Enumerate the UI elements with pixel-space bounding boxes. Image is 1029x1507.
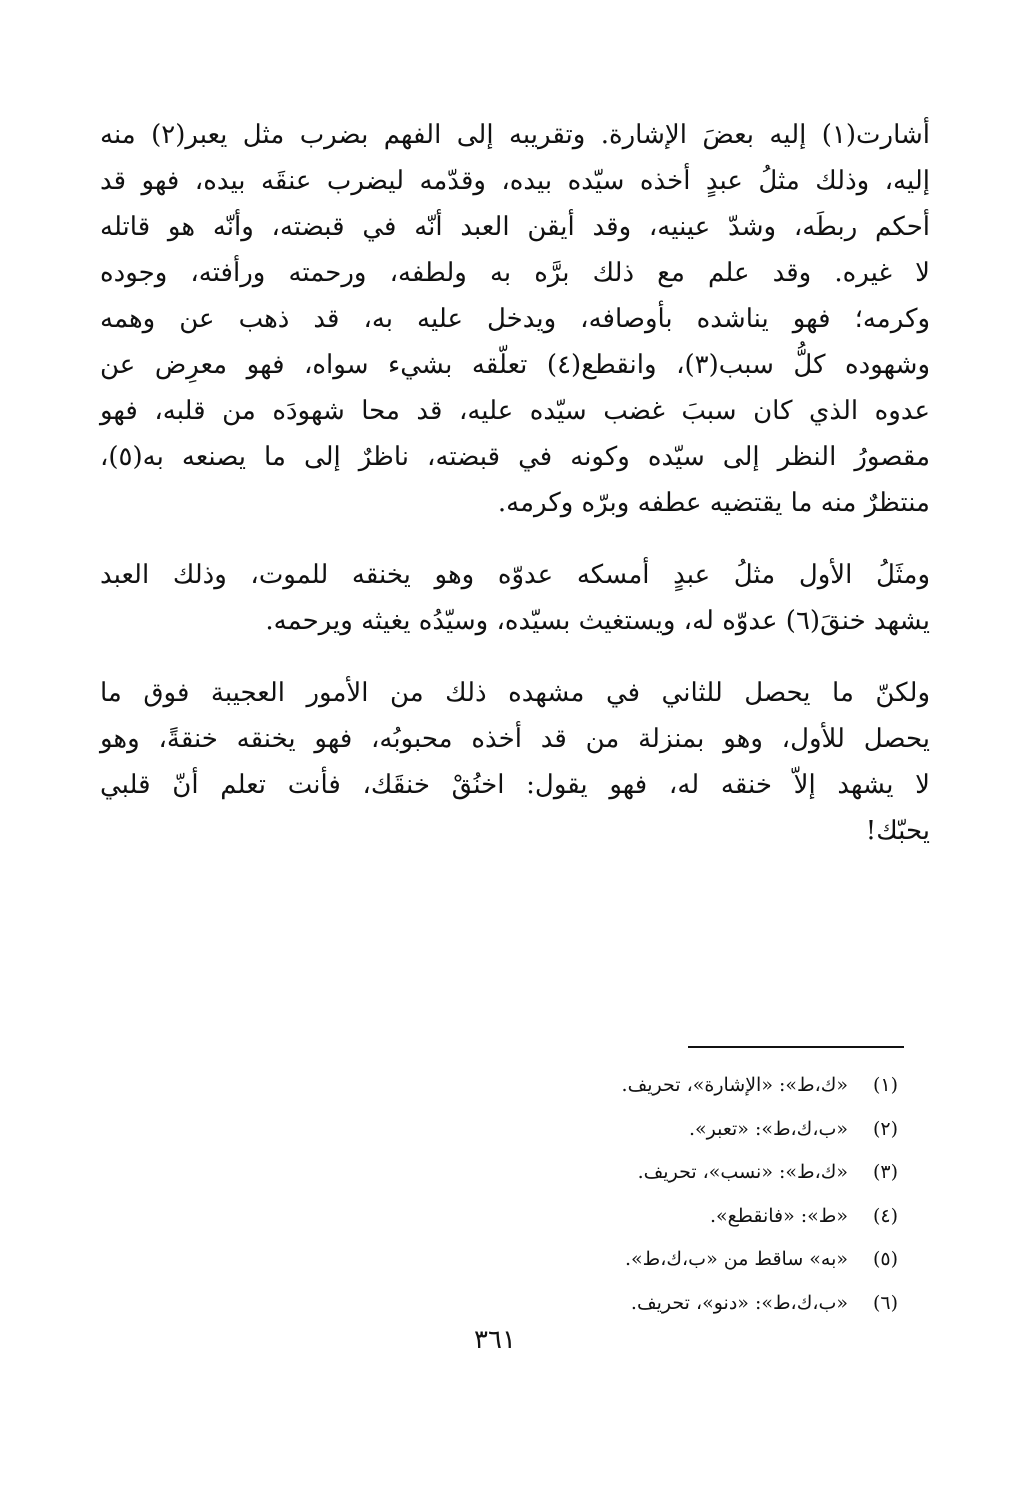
text-line: عدوه الذي كان سببَ غضب سيّده عليه، قد محا شهودَه من قلبه، فهو: [100, 396, 930, 426]
footnote-separator: [688, 1046, 904, 1048]
main-text: [100, 112, 930, 854]
footnote-text: «ط»: «فانقطع».: [709, 1204, 848, 1227]
text-line: يحصل للأول، وهو بمنزلة من قد أخذه محبوبُه، فهو يخنقه خنقةً، وهو: [100, 724, 930, 754]
footnote-number: (٦): [872, 1291, 898, 1314]
text-line: يحبّك!: [865, 816, 930, 846]
footnote-text: «ك،ط»: «الإشارة»، تحريف.: [621, 1074, 848, 1096]
text-line: منتظرٌ منه ما يقتضيه عطفه وبرّه وكرمه.: [497, 488, 930, 518]
text-line: إليه، وذلك مثلُ عبدٍ أخذه سيّده بيده، وقدّمه ليضرب عنقَه بيده، فهو قد: [100, 166, 930, 196]
footnotes: [300, 1064, 898, 1325]
footnote-number: (١): [872, 1074, 898, 1096]
footnote: [300, 1108, 898, 1152]
footnote-text: «ب،ك،ط»: «دنو»، تحريف.: [630, 1291, 848, 1314]
footnote-number: (٢): [872, 1117, 898, 1140]
footnote-text: «ب،ك،ط»: «تعبر».: [688, 1117, 848, 1140]
footnote-number: (٤): [872, 1204, 898, 1227]
footnote-number: (٣): [872, 1161, 898, 1183]
paragraph-1: [100, 112, 930, 526]
text-line: وشهوده كلُّ سبب(٣)، وانقطع(٤) تعلّقه بشيء سواه، فهو معرِض عن: [100, 350, 930, 380]
footnote-text: «ك،ط»: «نسب»، تحريف.: [637, 1161, 848, 1183]
footnote: [300, 1064, 898, 1108]
text-line: لا غيره. وقد علم مع ذلك برَّه به ولطفه، ورحمته ورأفته، وجوده: [100, 258, 930, 288]
footnote-number: (٥): [872, 1248, 898, 1270]
paragraph-2: [100, 552, 930, 644]
footnote: [300, 1238, 898, 1282]
text-line: يشهد خنقَ(٦) عدوّه له، ويستغيث بسيّده، وسيّدُه يغيثه ويرحمه.: [265, 606, 930, 636]
footnote: [300, 1151, 898, 1195]
text-line: مقصورُ النظر إلى سيّده وكونه في قبضته، ناظرٌ إلى ما يصنعه به(٥)،: [100, 442, 930, 472]
text-line: أحكم ربطَه، وشدّ عينيه، وقد أيقن العبد أنّه في قبضته، وأنّه هو قاتله: [100, 212, 930, 242]
text-line: أشارت(١) إليه بعضَ الإشارة. وتقريبه إلى الفهم بضرب مثل يعبر(٢) منه: [100, 120, 931, 150]
footnote: [300, 1282, 898, 1326]
footnote-text: «به» ساقط من «ب،ك،ط».: [625, 1248, 848, 1270]
text-line: ولكنّ ما يحصل للثاني في مشهده ذلك من الأمور العجيبة فوق ما: [100, 678, 930, 708]
page-number: ٣٦١: [474, 1325, 516, 1355]
text-line: ومثَلُ الأول مثلُ عبدٍ أمسكه عدوّه وهو يخنقه للموت، وذلك العبد: [100, 560, 930, 590]
text-line: لا يشهد إلاّ خنقه له، فهو يقول: اخنُقْ خنقَك، فأنت تعلم أنّ قلبي: [100, 770, 930, 800]
footnote: [300, 1195, 898, 1239]
paragraph-3: [100, 670, 930, 854]
text-line: وكرمه؛ فهو يناشده بأوصافه، ويدخل عليه به، قد ذهب عن وهمه: [100, 304, 930, 334]
